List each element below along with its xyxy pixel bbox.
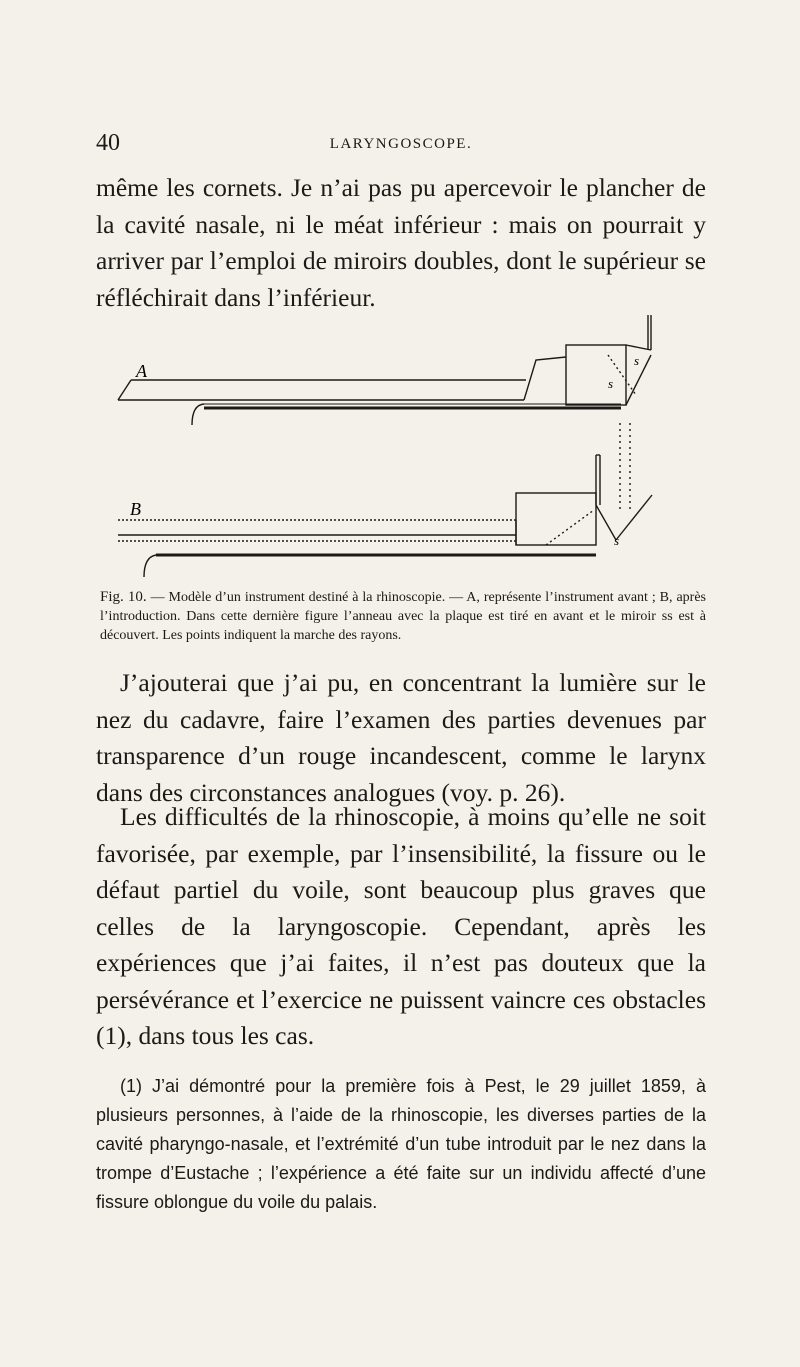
- rhinoscope-diagram: [96, 305, 706, 585]
- paragraph-1: même les cornets. Je n’ai pas pu apercevoir le plancher de la cavité nasale, ni le méat inférieur : mais on pourrait y arriver par l’emploi de miroirs doubles, dont le supérieur se réfléchirait dans l’inférieur.: [96, 173, 706, 312]
- page-number: 40: [96, 130, 120, 156]
- label-s-top: s: [634, 353, 640, 368]
- caption-label: Fig. 10.: [100, 589, 147, 605]
- instrument-a: [118, 315, 651, 425]
- running-title: LARYNGOSCOPE.: [329, 136, 473, 152]
- page-header: [96, 130, 706, 160]
- caption-text: — Modèle d’un instrument destiné à la rhinoscopie. — A, représente l’instrument avant ; B, après l’introduction. Dans cette dernière figure l’anneau avec la plaque est tiré en avant et le miroir ss est à découvert. Les points indiquent la marche des rayons.: [100, 590, 706, 643]
- label-a: A: [136, 361, 147, 381]
- label-s-mid: s: [608, 376, 614, 391]
- label-s-bottom: s: [614, 533, 620, 548]
- figure-caption: [100, 588, 706, 645]
- instrument-b: [118, 455, 652, 577]
- label-b: B: [130, 499, 141, 519]
- figure-10: [96, 305, 706, 585]
- footnote: (1) J’ai démontré pour la première fois à Pest, le 29 juillet 1859, à plusieurs personnes, à l’aide de la rhinoscopie, les diverses parties de la cavité pharyngo-nasale, et l’extrémité d’un tube introduit par le nez dans la trompe d’Eustache ; l’expérience a été faite sur un individu affecté d’une fissure oblongue du voile du palais.: [96, 1076, 706, 1212]
- paragraph-2: J’ajouterai que j’ai pu, en concentrant la lumière sur le nez du cadavre, faire l’examen des parties devenues par transparence d’un rouge incandescent, comme le larynx dans des circonstances analogues (voy. p. 26).: [96, 668, 706, 807]
- paragraph-3: Les difficultés de la rhinoscopie, à moins qu’elle ne soit favorisée, par exemple, par l’insensibilité, la fissure ou le défaut partiel du voile, sont beaucoup plus graves que celles de la laryngoscopie. Cependant, après les expériences que j’ai faites, il n’est pas douteux que la persévérance et l’exercice ne puissent vaincre ces obstacles (1), dans tous les cas.: [96, 802, 706, 1050]
